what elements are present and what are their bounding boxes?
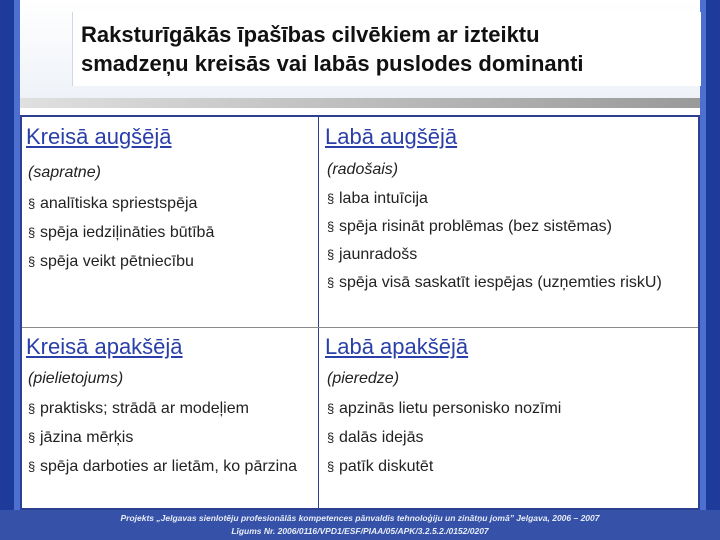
footer-project-line: Projekts „Jelgavas sienlotēju profesionālās kompetences pānvaldis tehnoloģiju un zinātņu jomā” Jelgava, 2006 – 2007 — [120, 513, 600, 523]
list-item: § laba intuīcija — [327, 190, 428, 207]
list-item: § spēja iedziļināties būtībā — [28, 224, 215, 241]
heading-top-left: Kreisā augšējā — [26, 124, 172, 149]
list-item: § patīk diskutēt — [327, 458, 434, 475]
bullet-icon: § — [327, 401, 335, 416]
slide-title-box — [72, 12, 701, 86]
left-accent-bar — [0, 0, 14, 540]
subtitle-top-left: (sapratne) — [28, 164, 101, 181]
heading-bottom-right: Labā apakšējā — [325, 334, 469, 359]
bullet-icon: § — [327, 275, 335, 290]
list-item: § dalās idejās — [327, 429, 424, 446]
list-item: § apzinās lietu personisko nozīmi — [327, 400, 562, 417]
list-bottom-right — [327, 398, 692, 477]
list-bottom-left — [28, 398, 313, 477]
footer-bar — [0, 510, 720, 540]
list-item: § spēja veikt pētniecību — [28, 253, 194, 270]
heading-top-right: Labā augšējā — [325, 124, 458, 149]
title-shadow-strip — [20, 98, 700, 108]
list-item: § spēja visā saskatīt iespējas (uzņemties riskU) — [327, 274, 662, 291]
heading-bottom-left: Kreisā apakšējā — [26, 334, 183, 359]
vertical-divider — [318, 115, 319, 510]
bullet-icon: § — [28, 430, 36, 445]
list-item: § spēja risināt problēmas (bez sistēmas) — [327, 218, 612, 235]
list-item: § praktisks; strādā ar modeļiem — [28, 400, 249, 417]
bullet-icon: § — [28, 401, 36, 416]
bullet-icon: § — [28, 459, 36, 474]
list-top-right — [327, 188, 692, 293]
bullet-icon: § — [327, 459, 335, 474]
subtitle-top-right: (radošais) — [327, 161, 399, 178]
horizontal-divider — [22, 327, 698, 328]
bullet-icon: § — [28, 225, 36, 240]
slide-title-line1: Raksturīgākās īpašības cilvēkiem ar izteiktu — [81, 22, 540, 47]
bullet-icon: § — [28, 254, 36, 269]
bullet-icon: § — [28, 196, 36, 211]
slide-title — [81, 20, 584, 78]
bullet-icon: § — [327, 247, 335, 262]
list-top-left — [28, 193, 313, 280]
bullet-icon: § — [327, 430, 335, 445]
list-item: § spēja darboties ar lietām, ko pārzina — [28, 458, 298, 475]
bullet-icon: § — [327, 219, 335, 234]
list-item: § jaunradošs — [327, 246, 418, 263]
list-item: § jāzina mērķis — [28, 429, 134, 446]
slide-title-line2: smadzeņu kreisās vai labās puslodes dominanti — [81, 51, 584, 76]
subtitle-bottom-left: (pielietojums) — [28, 370, 124, 387]
list-item: § analītiska spriestspēja — [28, 195, 198, 212]
subtitle-bottom-right: (pieredze) — [327, 370, 400, 387]
bullet-icon: § — [327, 191, 335, 206]
footer-contract-line: Līgums Nr. 2006/0116/VPD1/ESF/PIAA/05/APK/3.2.5.2./0152/0207 — [231, 526, 489, 536]
right-accent-bar — [706, 0, 720, 540]
